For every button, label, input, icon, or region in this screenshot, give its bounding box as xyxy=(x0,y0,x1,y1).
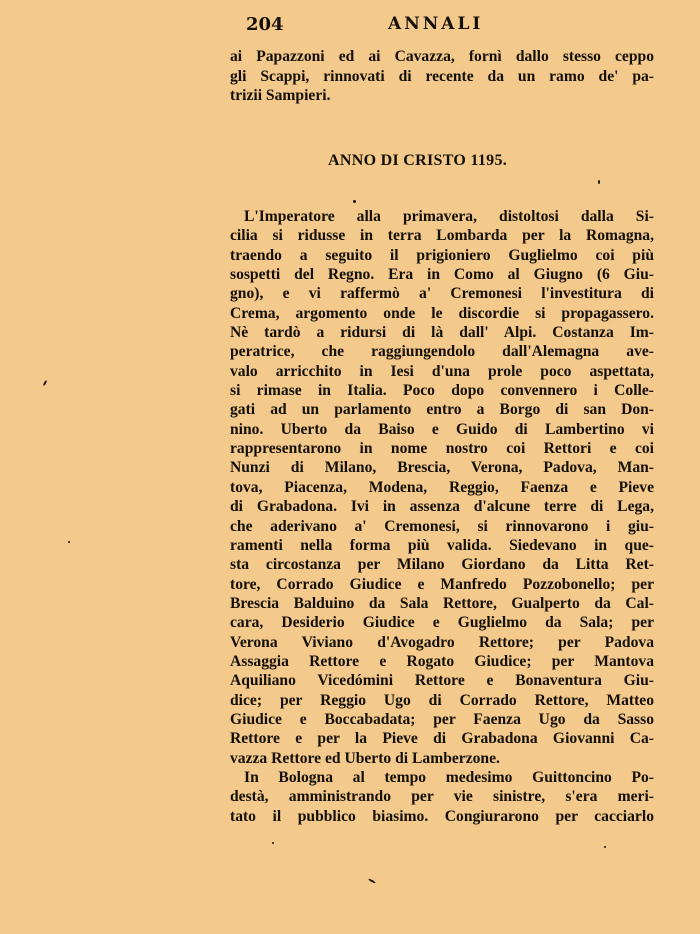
text-line: traendo a seguito il prigioniero Guglielmo coi più xyxy=(230,246,654,264)
text-line: gati ad un parlamento entro a Borgo di san Don- xyxy=(230,401,654,419)
text-line: Assaggia Rettore e Rogato Giudice; per Mantova xyxy=(230,652,654,670)
text-line: ramenti nella forma più valida. Siedevano in que- xyxy=(230,536,654,554)
text-line: rappresentarono in nome nostro coi Rettori e coi xyxy=(230,440,654,458)
ink-speck xyxy=(598,180,600,184)
text-line: valo arricchito in Iesi d'una prole poco aspettata, xyxy=(230,362,654,380)
text-line: sta circostanza per Milano Giordano da Litta Ret- xyxy=(230,556,654,574)
ink-speck xyxy=(43,380,48,386)
text-line: In Bologna al tempo medesimo Guittoncino Po- xyxy=(244,768,654,786)
ink-speck xyxy=(368,878,376,884)
intro-paragraph xyxy=(230,47,654,106)
text-line: gno), e vi raffermò a' Cremonesi l'investitura di xyxy=(230,285,654,303)
text-line: trizii Sampieri. xyxy=(230,87,331,105)
page-number: 204 xyxy=(246,14,284,35)
ink-speck xyxy=(604,846,606,848)
text-line: cilia si ridusse in terra Lombarda per la Romagna, xyxy=(230,227,654,245)
text-line: L'Imperatore alla primavera, distoltosi dalla Si- xyxy=(244,208,654,225)
text-line: ai Papazzoni ed ai Cavazza, fornì dallo stesso ceppo xyxy=(230,48,654,65)
text-line: tova, Piacenza, Modena, Reggio, Faenza e Pieve xyxy=(230,478,654,496)
body-paragraphs xyxy=(230,207,654,826)
ink-speck xyxy=(353,200,356,203)
ink-speck xyxy=(68,541,70,543)
text-line: destà, amministrando per vie sinistre, s'era meri- xyxy=(230,788,654,806)
text-line: peratrice, che raggiungendolo dall'Alemagna ave- xyxy=(230,343,654,361)
ink-speck xyxy=(272,842,274,844)
text-line: Brescia Balduino da Sala Rettore, Gualperto da Cal- xyxy=(230,594,654,612)
text-line: Giudice e Boccabadata; per Faenza Ugo da Sasso xyxy=(230,710,654,728)
text-line: di Grabadona. Ivi in assenza d'alcune terre di Lega, xyxy=(230,498,654,516)
text-line: Rettore e per la Pieve di Grabadona Giovanni Ca- xyxy=(230,730,654,748)
text-line: Crema, argomento onde le discordie si propagassero. xyxy=(230,304,654,322)
text-line: cara, Desiderio Giudice e Guglielmo da Sala; per xyxy=(230,614,654,632)
text-line: sospetti del Regno. Era in Como al Giugno (6 Giu- xyxy=(230,266,654,284)
page-header xyxy=(246,14,666,44)
text-line: che aderivano a' Cremonesi, si rinnovarono i giu- xyxy=(230,517,654,535)
text-line: dice; per Reggio Ugo di Corrado Rettore, Matteo xyxy=(230,691,654,709)
text-line: Verona Viviano d'Avogadro Rettore; per Padova xyxy=(230,633,654,651)
text-line: Aquiliano Vicedómini Rettore e Bonaventura Giu- xyxy=(230,672,654,690)
text-line: vazza Rettore ed Uberto di Lamberzone. xyxy=(230,749,500,767)
year-heading: ANNO DI CRISTO 1195. xyxy=(328,152,508,169)
text-line: tore, Corrado Giudice e Manfredo Pozzobonello; per xyxy=(230,575,654,593)
text-line: tato il pubblico biasimo. Congiurarono per cacciarlo xyxy=(230,807,654,825)
text-line: si rimase in Italia. Poco dopo convennero i Colle- xyxy=(230,382,654,400)
text-line: gli Scappi, rinnovati di recente da un ramo de' pa- xyxy=(230,67,654,85)
text-line: Nè tardò a ridursi di là dall' Alpi. Costanza Im- xyxy=(230,324,654,342)
running-title: ANNALI xyxy=(388,14,484,34)
text-line: nino. Uberto da Baiso e Guido di Lambertino vi xyxy=(230,420,654,438)
text-line: Nunzi di Milano, Brescia, Verona, Padova, Man- xyxy=(230,459,654,477)
